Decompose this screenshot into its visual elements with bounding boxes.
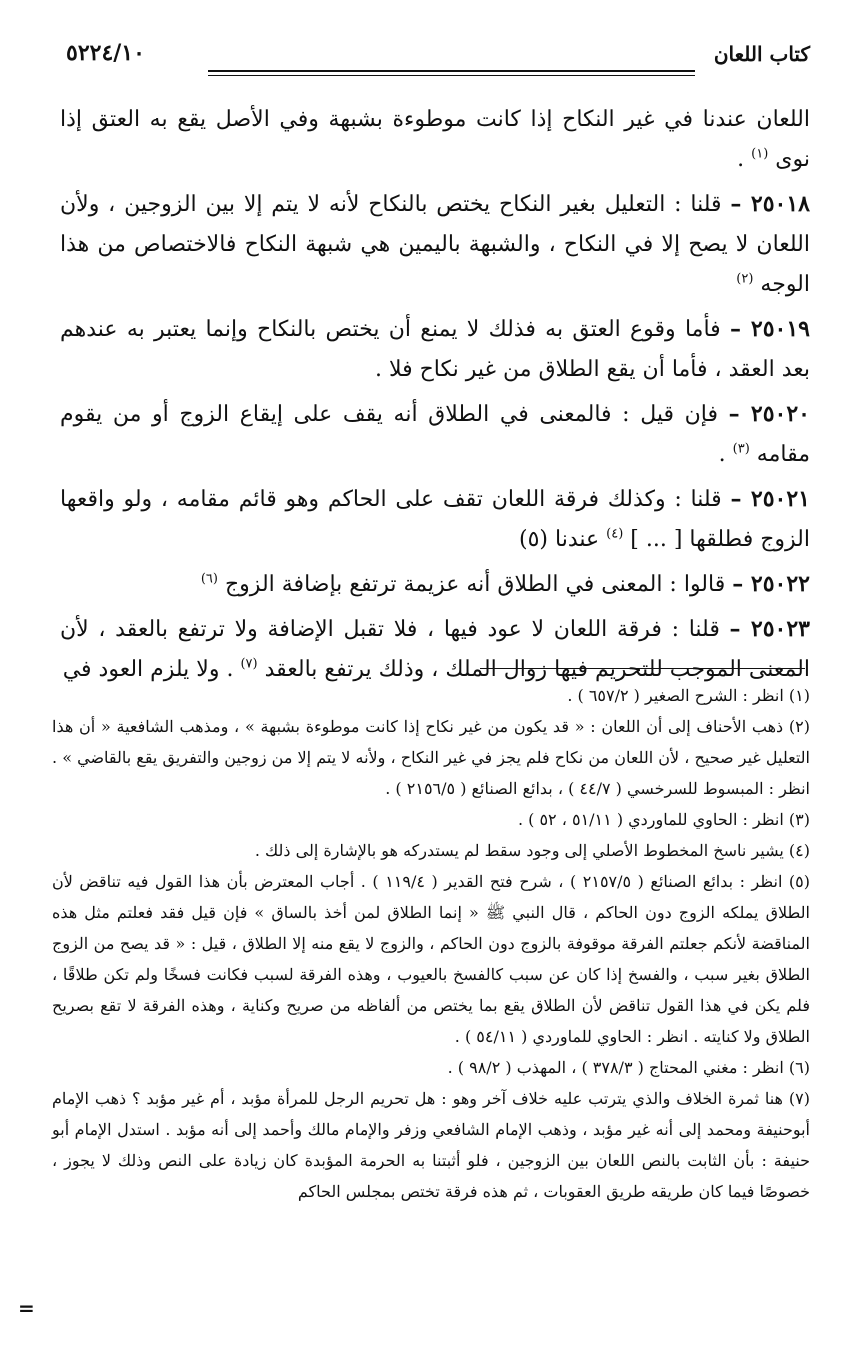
footnote: (٢) ذهب الأحناف إلى أن اللعان : « قد يكون من غير نكاح إذا كانت موطوءة بشبهة » ، ومذهب الشافعية « أن هذا التعليل غير صحيح ، لأن اللعان من نكاح فلم يجز في غير النكاح ، ولأنه لا يتم إلا من زوجين والتفريق يقع بالقاضي » . انظر : المبسوط للسرخسي ( ٤٤/٧ ) ، بدائع الصنائع ( ٢١٥٦/٥ ) .	[52, 717, 811, 798]
paragraph-number: ٢٥٠١٩ –	[729, 316, 810, 342]
running-title: كتاب اللعان	[713, 42, 810, 66]
paragraph-number: ٢٥٠١٨ –	[730, 191, 810, 217]
footnotes	[52, 680, 810, 1207]
header-rule	[208, 70, 695, 72]
footnote: (٧) هنا ثمرة الخلاف والذي يترتب عليه خلاف آخر وهو : هل تحريم الرجل للمرأة مؤبد ، أم غير مؤبد ؟ ذهب الإمام أبوحنيفة ومحمد إلى أنه غير مؤبد ، وذهب الإمام الشافعي وزفر والإمام مالك وأحمد إلى أنه مؤبد . استدل الإمام أبو حنيفة : بأن الثابت بالنص اللعان بين الزوجين ، فلو أثبتنا به الحرمة المؤبدة كان زيادة على النص وذلك لا يجوز ، خصوصًا فيما كان طريقه طريق العقوبات ، ثم هذه فرقة تختص بمجلس الحاكم	[52, 1089, 811, 1201]
paragraph: ٢٥٠٢٠ – فإن قيل : فالمعنى في الطلاق أنه يقف على إيقاع الزوج أو من يقوم مقامه $^{(٣)}$ .	[60, 401, 810, 467]
paragraph: ٢٥٠١٩ – فأما وقوع العتق به فذلك لا يمنع أن يختص بالنكاح وإنما يعتبر به عندهم بعد العقد ، فأما أن يقع الطلاق من غير نكاح فلا .	[60, 316, 810, 382]
paragraph: ٢٥٠١٨ – قلنا : التعليل بغير النكاح يختص بالنكاح لأنه لا يتم إلا بين الزوجين ، ولأن اللعان لا يصح إلا في النكاح ، والشبهة باليمين هي شبهة النكاح فالاختصاص من هذا الوجه $^{(٢)}$	[60, 191, 810, 297]
paragraph-number: ٢٥٠٢٣ –	[729, 616, 810, 642]
footnote-ref: (٦)	[200, 571, 218, 587]
paragraph: اللعان عندنا في غير النكاح إذا كانت موطوءة بشبهة وفي الأصل يقع به العتق إذا نوى $^{(١)}$ .	[60, 107, 810, 172]
footnote-separator	[480, 668, 805, 669]
footnote: (٦) انظر : مغني المحتاج ( ٣٧٨/٣ ) ، المهذب ( ٩٨/٢ ) .	[447, 1058, 810, 1077]
footnote-ref: (١)	[751, 146, 769, 162]
paragraph: ٢٥٠٢١ – قلنا : وكذلك فرقة اللعان تقف على الحاكم وهو قائم مقامه ، ولو واقعها الزوج فطلقها [ ... ] $^{(٤)}$ عندنا (٥)	[60, 486, 810, 552]
footnote-ref: (٢)	[736, 271, 754, 287]
header-rule-thin	[208, 75, 695, 76]
paragraph: ٢٥٠٢٢ – قالوا : المعنى في الطلاق أنه عزيمة ترتفع بإضافة الزوج $^{(٦)}$	[200, 571, 810, 597]
paragraph-number: ٢٥٠٢٢ –	[732, 571, 810, 597]
paragraph-number: ٢٥٠٢٠ –	[728, 401, 810, 427]
footnote-ref: (٧)	[240, 656, 258, 672]
footnote-ref: (٤)	[606, 526, 624, 542]
page-header	[66, 42, 810, 82]
main-text	[60, 100, 810, 694]
footnote-ref: (٣)	[732, 441, 750, 457]
footnote: (٣) انظر : الحاوي للماوردي ( ٥١/١١ ، ٥٢ ) .	[517, 810, 810, 829]
paragraph-number: ٢٥٠٢١ –	[730, 486, 810, 512]
continuation-mark: =	[18, 1296, 35, 1320]
paragraph: ٢٥٠٢٣ – قلنا : فرقة اللعان لا عود فيها ، فلا تقبل الإضافة ولا ترتفع بالعقد ، لأن المعنى الموجب للتحريم فيها زوال الملك ، وذلك يرتفع بالعقد $^{(٧)}$ . ولا يلزم العود في	[60, 616, 810, 682]
footnote: (١) انظر : الشرح الصغير ( ٦٥٧/٢ ) .	[567, 686, 810, 705]
page-number: ٥٢٢٤/١٠	[66, 40, 145, 66]
footnote: (٥) انظر : بدائع الصنائع ( ٢١٥٧/٥ ) ، شرح فتح القدير ( ١١٩/٤ ) . أجاب المعترض بأن هذا القول فيه تناقض لأن الطلاق يملكه الزوج دون الحاكم ، قال النبي ﷺ « إنما الطلاق لمن أخذ بالساق » فإن قيل فقد فعلتم مثل هذه المناقضة لأنكم جعلتم الفرقة موقوفة بالزوج دون الحاكم ، والزوج لا يقع منه إلا الطلاق ، قيل : « قد يصح من الزوج الطلاق بغير سبب ، والفسخ إذا كان عن سبب كالفسخ بالعيوب ، وهذه الفرقة لسبب فكانت فسخًا ولم تكن طلاقًا ، فلم يكن في هذا القول تناقض لأن الطلاق يقع بما يختص من ألفاظه من صريح وكناية ، وهذه الفرقة لا تقع بصريح الطلاق ولا كنايته . انظر : الحاوي للماوردي ( ٥٤/١١ ) .	[52, 872, 811, 1046]
footnote: (٤) يشير ناسخ المخطوط الأصلي إلى وجود سقط لم يستدركه هو بالإشارة إلى ذلك .	[254, 841, 810, 860]
